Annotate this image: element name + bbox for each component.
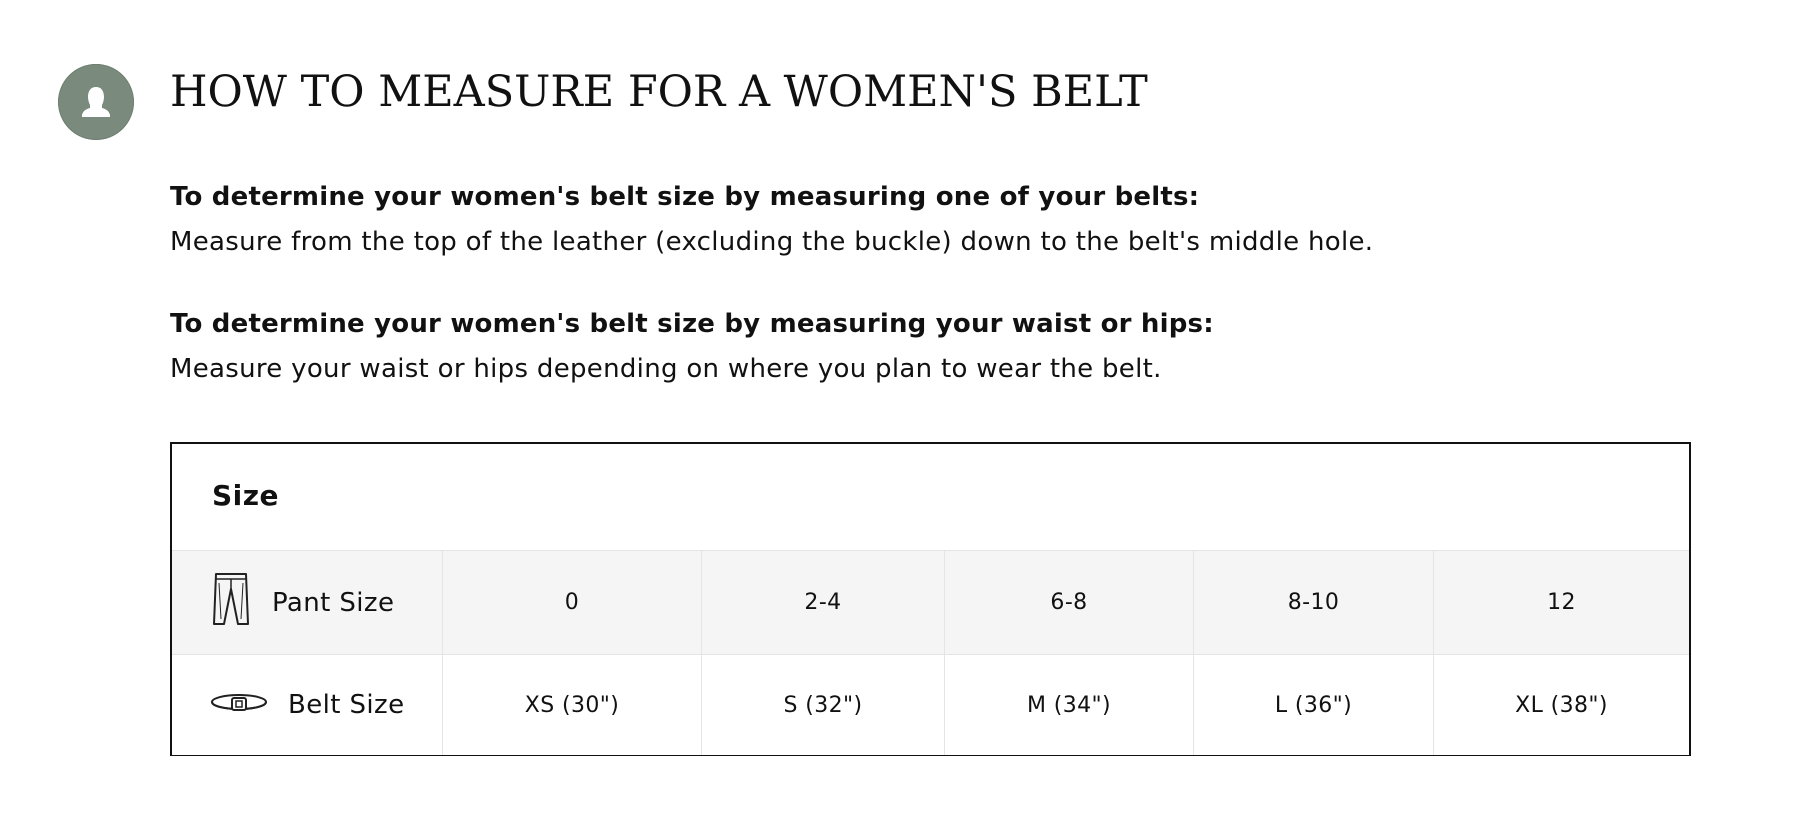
size-cell: 0 bbox=[443, 551, 702, 654]
size-cell: 12 bbox=[1547, 590, 1576, 615]
measure-waist-section bbox=[170, 306, 1214, 387]
section-heading: To determine your women's belt size by measuring one of your belts: bbox=[170, 182, 1200, 212]
row-label: Belt Size bbox=[288, 690, 405, 720]
size-cell: 6-8 bbox=[945, 551, 1194, 654]
row-label-cell bbox=[172, 551, 443, 654]
section-body: Measure from the top of the leather (excluding the buckle) down to the belt's middle hole. bbox=[170, 227, 1374, 257]
size-chart-table bbox=[170, 442, 1691, 756]
size-cell: L (36") bbox=[1194, 655, 1434, 755]
section-body: Measure your waist or hips depending on where you plan to wear the belt. bbox=[170, 354, 1162, 384]
page-title: HOW TO MEASURE FOR A WOMEN'S BELT bbox=[170, 67, 1148, 117]
section-heading: To determine your women's belt size by measuring your waist or hips: bbox=[170, 309, 1214, 339]
table-row-belt-size bbox=[172, 654, 1689, 755]
size-cell: XL (38") bbox=[1515, 692, 1608, 718]
belt-icon bbox=[210, 689, 268, 722]
size-cell: M (34") bbox=[945, 655, 1194, 755]
size-cell: 8-10 bbox=[1194, 551, 1434, 654]
measure-belt-section bbox=[170, 179, 1373, 260]
size-cell: XS (30") bbox=[443, 655, 702, 755]
table-row-pant-size bbox=[172, 550, 1689, 654]
table-title: Size bbox=[212, 479, 280, 512]
size-cell: 2-4 bbox=[702, 551, 945, 654]
row-label-cell bbox=[172, 655, 443, 755]
row-label: Pant Size bbox=[272, 587, 395, 618]
avatar bbox=[58, 64, 134, 140]
user-silhouette-icon bbox=[80, 85, 112, 119]
size-cell: S (32") bbox=[702, 655, 945, 755]
pants-icon bbox=[210, 571, 252, 634]
